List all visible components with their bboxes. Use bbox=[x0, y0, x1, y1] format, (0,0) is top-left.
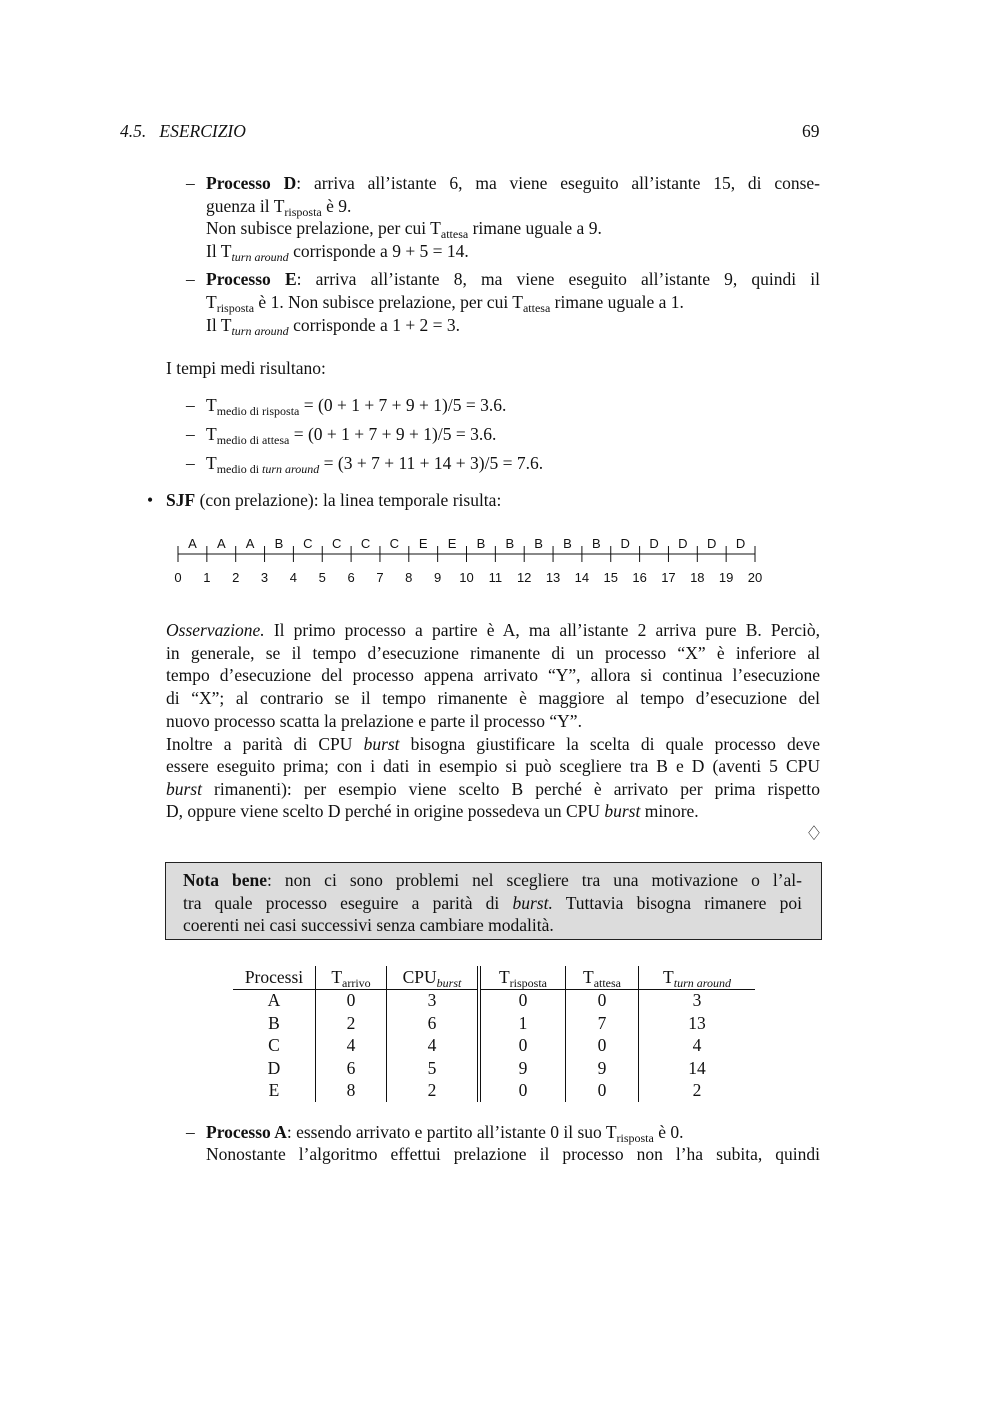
table-cell: 6 bbox=[316, 1057, 387, 1080]
osservazione-text6b: bisogna giustificare la scelta di quale processo deve bbox=[399, 734, 820, 754]
osservazione-line8 bbox=[166, 778, 820, 800]
medio-turnaround-T: T bbox=[206, 453, 217, 473]
processD-text4a: Il T bbox=[206, 241, 232, 261]
table-header-burst bbox=[387, 966, 480, 989]
table-cell: 0 bbox=[566, 1035, 639, 1058]
osservazione-line6 bbox=[166, 733, 820, 755]
table-cell: 4 bbox=[387, 1035, 480, 1058]
processD-text2a: guenza il T bbox=[206, 196, 285, 216]
timeline-slot-label: D bbox=[678, 536, 688, 551]
medio-attesa-T: T bbox=[206, 424, 217, 444]
timeline-tick-label: 14 bbox=[574, 570, 590, 585]
table-row bbox=[233, 989, 755, 1012]
table-cell: 4 bbox=[316, 1035, 387, 1058]
notabene-text2it: burst. bbox=[512, 893, 553, 913]
processE-text2c: rimane uguale a 1. bbox=[550, 292, 684, 312]
table-cell: 13 bbox=[688, 1012, 706, 1033]
processE-text3b: corrisponde a 1 + 2 = 3. bbox=[288, 315, 461, 335]
timeline-tick-label: 2 bbox=[232, 570, 240, 585]
table-row bbox=[233, 1080, 755, 1103]
timeline-slot-label: B bbox=[591, 536, 601, 551]
osservazione-line3: tempo d’esecuzione del processo appena arrivato “Y”, allora si continua l’esecuzione bbox=[166, 665, 820, 685]
table-header-row bbox=[233, 966, 755, 989]
sjf-name: SJF bbox=[166, 490, 196, 510]
section-number: 4.5. bbox=[120, 121, 147, 141]
timeline-tick-label: 3 bbox=[260, 570, 269, 585]
table-cell: 9 bbox=[566, 1057, 639, 1080]
medio-risposta bbox=[206, 394, 506, 416]
processD-line2 bbox=[206, 195, 351, 217]
osservazione-text9it: burst bbox=[604, 801, 641, 821]
timeline-tick-label: 5 bbox=[318, 570, 326, 585]
osservazione-line9 bbox=[166, 800, 699, 822]
end-of-remark-symbol: ♢ bbox=[805, 823, 823, 845]
notabene-text2a: tra quale processo eseguire a parità di bbox=[183, 893, 513, 913]
medio-attesa-sub: medio di attesa bbox=[216, 433, 290, 447]
timeline-tick-label: 17 bbox=[661, 570, 676, 585]
bullet: • bbox=[147, 490, 154, 510]
table-cell: 6 bbox=[387, 1012, 480, 1035]
timeline-tick-label: 1 bbox=[203, 570, 211, 585]
processA-text1a: : essendo arrivato e partito all’istante 0 il suo T bbox=[286, 1122, 617, 1142]
processD-sub3: attesa bbox=[440, 227, 469, 241]
osservazione-text9b: minore. bbox=[640, 801, 699, 821]
h3-sub: risposta bbox=[509, 975, 548, 990]
timeline-tick-label: 13 bbox=[545, 570, 561, 585]
processE-sub3: turn around bbox=[231, 324, 289, 338]
timeline-tick-label: 11 bbox=[488, 570, 503, 585]
processE-text3a: Il T bbox=[206, 315, 232, 335]
table-cell: 2 bbox=[316, 1012, 387, 1035]
medio-turnaround-sub2: turn around bbox=[262, 462, 320, 476]
osservazione-text9a: D, oppure viene scelto D perché in origine possedeva un CPU bbox=[166, 801, 605, 821]
osservazione-line4: di “X”; al contrario se il tempo rimanente è maggiore al tempo d’esecuzione del bbox=[166, 688, 820, 708]
list-dash: – bbox=[186, 1122, 195, 1142]
timeline-tick-label: 0 bbox=[174, 570, 182, 585]
processE-text2a: T bbox=[206, 292, 217, 312]
table-cell: 5 bbox=[387, 1057, 480, 1080]
medio-turnaround-sub1: medio di bbox=[216, 462, 263, 476]
processD-text4b: corrisponde a 9 + 5 = 14. bbox=[288, 241, 469, 261]
timeline-slot-label: E bbox=[447, 536, 457, 551]
osservazione-line7: essere eseguito prima; con i dati in esempio si può scegliere tra B e D (aventi 5 CPU bbox=[166, 756, 820, 776]
medio-turnaround bbox=[206, 452, 543, 474]
sjf-text: (con prelazione): la linea temporale risulta: bbox=[195, 490, 502, 510]
list-dash: – bbox=[186, 173, 195, 193]
processE-line2 bbox=[206, 291, 684, 313]
table-header-risposta bbox=[479, 966, 566, 989]
processD-text2b: è 9. bbox=[321, 196, 352, 216]
notabene-text2b: Tuttavia bisogna rimanere poi bbox=[552, 893, 802, 913]
processE-text2b: è 1. Non subisce prelazione, per cui T bbox=[254, 292, 523, 312]
timeline-tick-label: 8 bbox=[405, 570, 413, 585]
processD-text3b: rimane uguale a 9. bbox=[468, 218, 602, 238]
timeline-tick-label: 10 bbox=[459, 570, 474, 585]
table-cell: 14 bbox=[688, 1057, 706, 1078]
page-number: 69 bbox=[802, 121, 820, 141]
timeline-tick-label: 18 bbox=[690, 570, 705, 585]
medi-intro: I tempi medi risultano: bbox=[166, 358, 326, 378]
notabene-line1 bbox=[183, 869, 802, 891]
notabene-line3: coerenti nei casi successivi senza cambiare modalità. bbox=[183, 915, 554, 935]
table-cell: 8 bbox=[316, 1080, 387, 1103]
processD-name: Processo D bbox=[206, 173, 297, 193]
table-header-arrivo bbox=[316, 966, 387, 989]
processE-line1 bbox=[206, 268, 820, 290]
h4-sub: attesa bbox=[593, 975, 622, 990]
osservazione-line1 bbox=[166, 619, 820, 641]
timeline-slot-label: A bbox=[245, 536, 255, 551]
medio-risposta-sub: medio di risposta bbox=[216, 404, 300, 418]
table-row bbox=[233, 1012, 755, 1035]
table-header-attesa bbox=[566, 966, 639, 989]
osservazione-text6a: Inoltre a parità di CPU bbox=[166, 734, 364, 754]
timeline-slot-label: D bbox=[649, 536, 659, 551]
table-row bbox=[233, 1035, 755, 1058]
osservazione-line5: nuovo processo scatta la prelazione e parte il processo “Y”. bbox=[166, 711, 582, 731]
processD-line3 bbox=[206, 217, 602, 239]
processD-line1 bbox=[206, 172, 820, 194]
processA-line1 bbox=[206, 1121, 684, 1143]
table-header-turnaround bbox=[639, 966, 756, 989]
osservazione-label: Osservazione. bbox=[166, 620, 265, 640]
list-dash: – bbox=[186, 269, 195, 289]
osservazione-text6it: burst bbox=[363, 734, 400, 754]
processD-text3a: Non subisce prelazione, per cui T bbox=[206, 218, 441, 238]
timeline-slot-label: B bbox=[534, 536, 543, 551]
h5-T: T bbox=[663, 966, 674, 987]
timeline-slot-label: D bbox=[735, 536, 746, 551]
h1-T: T bbox=[331, 966, 343, 987]
timeline-slot-label: C bbox=[389, 536, 400, 551]
osservazione-line2: in generale, se il tempo d’esecuzione rimanente di un processo “X” è inferiore al bbox=[166, 643, 820, 663]
processA-text1b: è 0. bbox=[653, 1122, 684, 1142]
processA-name: Processo A bbox=[206, 1122, 287, 1142]
table-cell: E bbox=[233, 1080, 316, 1103]
running-header bbox=[120, 120, 246, 142]
table-cell: 4 bbox=[692, 1035, 702, 1056]
process-table bbox=[233, 966, 755, 1102]
table-cell: C bbox=[233, 1035, 316, 1058]
table-cell: 3 bbox=[692, 990, 702, 1011]
processE-line3 bbox=[206, 314, 460, 336]
processE-text1: : arriva all’istante 8, ma viene eseguito all’istante 9, quindi il bbox=[296, 269, 821, 289]
processE-sub2: risposta bbox=[216, 301, 255, 315]
timeline bbox=[160, 528, 780, 590]
timeline-tick-label: 20 bbox=[747, 570, 763, 585]
timeline-tick-label: 9 bbox=[434, 570, 442, 585]
table-cell: B bbox=[233, 1012, 316, 1035]
timeline-tick-label: 4 bbox=[289, 570, 298, 585]
timeline-slot-label: D bbox=[620, 536, 630, 551]
table-cell: A bbox=[233, 989, 316, 1012]
timeline-tick-label: 6 bbox=[347, 570, 355, 585]
timeline-slot-label: A bbox=[188, 536, 197, 551]
processD-line4 bbox=[206, 240, 469, 262]
h2-CPU: CPU bbox=[402, 966, 437, 987]
medio-attesa bbox=[206, 423, 496, 445]
table-cell: 0 bbox=[566, 1080, 639, 1103]
table-cell: 0 bbox=[479, 1035, 566, 1058]
table-cell: 2 bbox=[692, 1080, 702, 1101]
processE-sub2b: attesa bbox=[522, 301, 551, 315]
table-cell: 7 bbox=[566, 1012, 639, 1035]
table-header-processi: Processi bbox=[233, 966, 316, 989]
notabene-text1: : non ci sono problemi nel scegliere tra una motivazione o l’al- bbox=[267, 870, 802, 890]
processD-sub2: risposta bbox=[284, 205, 322, 219]
list-dash: – bbox=[186, 424, 195, 444]
section-title: ESERCIZIO bbox=[159, 121, 246, 141]
timeline-tick-label: 16 bbox=[632, 570, 647, 585]
h4-T: T bbox=[582, 966, 594, 987]
timeline-slot-label: C bbox=[331, 536, 342, 551]
medio-attesa-formula: = (0 + 1 + 7 + 9 + 1)/5 = 3.6. bbox=[289, 424, 497, 444]
table-cell: 3 bbox=[387, 989, 480, 1012]
h2-sub: burst bbox=[436, 975, 462, 990]
table-cell: D bbox=[233, 1057, 316, 1080]
timeline-slot-label: B bbox=[505, 536, 515, 551]
table-cell: 0 bbox=[316, 989, 387, 1012]
table-row bbox=[233, 1057, 755, 1080]
timeline-tick-label: 15 bbox=[603, 570, 618, 585]
processD-sub4: turn around bbox=[231, 250, 289, 264]
timeline-tick-label: 7 bbox=[376, 570, 384, 585]
osservazione-text8b: rimanenti): per esempio viene scelto B perché è arrivato per prima rispetto bbox=[201, 779, 820, 799]
list-dash: – bbox=[186, 395, 195, 415]
timeline-slot-label: B bbox=[476, 536, 486, 551]
processD-text1: : arriva all’istante 6, ma viene eseguito all’istante 15, di conse- bbox=[296, 173, 821, 193]
osservazione-text1: Il primo processo a partire è A, ma all’istante 2 arriva pure B. Perciò, bbox=[264, 620, 820, 640]
table-cell: 0 bbox=[479, 989, 566, 1012]
timeline-slot-label: C bbox=[360, 536, 371, 551]
timeline-tick-label: 19 bbox=[718, 570, 734, 585]
timeline-tick-label: 12 bbox=[516, 570, 532, 585]
processA-sub1: risposta bbox=[616, 1131, 654, 1145]
h1-sub: arrivo bbox=[342, 975, 371, 990]
timeline-slot-label: B bbox=[563, 536, 572, 551]
notabene-line2 bbox=[183, 892, 802, 914]
table-cell: 2 bbox=[387, 1080, 480, 1103]
table-cell: 1 bbox=[479, 1012, 566, 1035]
osservazione-text8it: burst bbox=[166, 779, 202, 799]
timeline-slot-label: A bbox=[216, 536, 226, 551]
h5-sub: turn around bbox=[673, 975, 731, 990]
notabene-label: Nota bene bbox=[183, 870, 267, 890]
timeline-slot-label: C bbox=[303, 536, 313, 551]
medio-risposta-formula: = (0 + 1 + 7 + 9 + 1)/5 = 3.6. bbox=[299, 395, 507, 415]
table-cell: 0 bbox=[566, 989, 639, 1012]
list-dash: – bbox=[186, 453, 195, 473]
nota-bene-box bbox=[165, 862, 822, 940]
medio-turnaround-formula: = (3 + 7 + 11 + 14 + 3)/5 = 7.6. bbox=[319, 453, 544, 473]
timeline-slot-label: B bbox=[274, 536, 284, 551]
table-cell: 9 bbox=[479, 1057, 566, 1080]
medio-risposta-T: T bbox=[206, 395, 217, 415]
table-cell: 0 bbox=[479, 1080, 566, 1103]
timeline-slot-label: D bbox=[707, 536, 717, 551]
timeline-slot-label: E bbox=[418, 536, 428, 551]
processA-line2: Nonostante l’algoritmo effettui prelazione il processo non l’ha subita, quindi bbox=[206, 1144, 820, 1164]
h3-T: T bbox=[498, 966, 510, 987]
sjf-heading bbox=[166, 489, 501, 511]
processE-name: Processo E bbox=[206, 269, 297, 289]
